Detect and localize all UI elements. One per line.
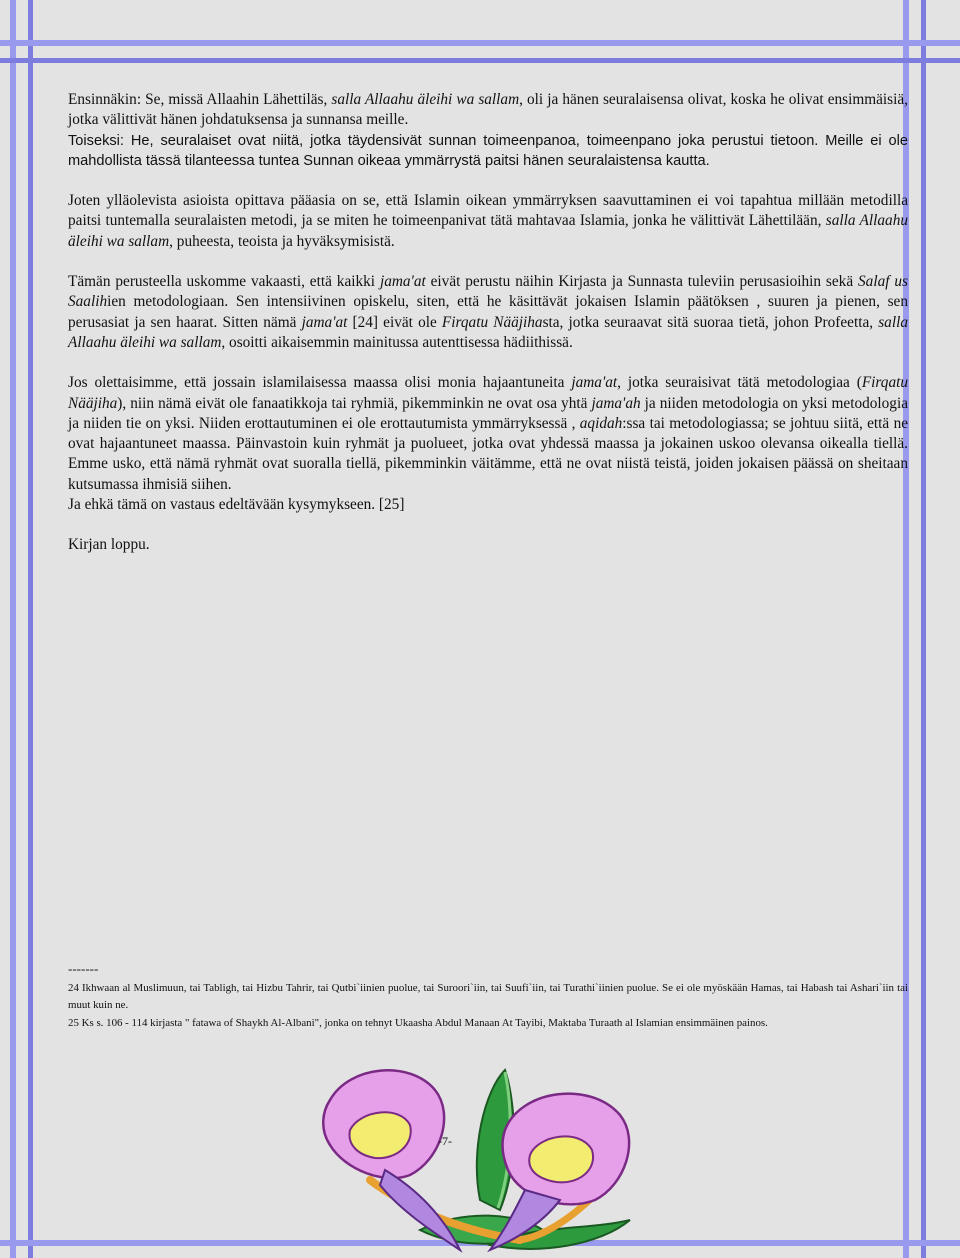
- page-number: -7-: [438, 1134, 452, 1148]
- paragraph-3: [68, 272, 908, 353]
- footnote-24: 24 Ikhwaan al Muslimuun, tai Tabligh, tai Hizbu Tahrir, tai Qutbi`iinien puolue, tai Suroori`iin, tai Suufi`iin, tai Turathi`iinien puolue. Se ei ole myöskään Hamas, tai Habash tai Ashari`iin tai muut kuin ne.: [68, 981, 908, 1011]
- closing-line: Kirjan loppu.: [68, 536, 150, 554]
- document-body: [68, 90, 908, 576]
- flower-left-center: [350, 1112, 411, 1158]
- frame-vertical-left-2: [28, 0, 33, 1258]
- paragraph-1-text-c: Toiseksi: He, seuralaiset ovat niitä, jotka täydensivät sunnan toimeenpanoa, toimeenpano joka perustui tietoon.: [68, 132, 819, 149]
- paragraph-4-text-b: , jotka seuraisivat tätä metodologiaa (: [617, 374, 862, 392]
- footnote-25: 25 Ks s. 106 - 114 kirjasta " fatawa of Shaykh Al-Albani", jonka on tehnyt Ukaasha Abdul Manaan At Tayibi, Maktaba Turaath al Islamian ensimmäinen painos.: [68, 1016, 768, 1029]
- paragraph-3-text-f: , osoitti aikaisemmin mainitussa autenttisessa hädiithissä.: [221, 333, 573, 351]
- paragraph-1-text-b: , oli ja hänen seuralaisensa olivat, koska he olivat ensimmäisiä, jotka välittivät hänen johdatuksensa ja sunnansa meille.: [68, 91, 908, 129]
- term-aqidah: aqidah: [579, 414, 623, 432]
- frame-vertical-right-2: [921, 0, 926, 1258]
- paragraph-3-text-e: sta, jotka seuraavat sitä suoraa tietä, johon Profeetta,: [542, 313, 879, 331]
- paragraph-3-text-a: Tämän perusteella uskomme vakaasti, että kaikki: [68, 273, 380, 291]
- paragraph-3-text-d: [24] eivät ole: [347, 313, 442, 331]
- paragraph-3-text-b: eivät perustu näihin Kirjasta ja Sunnasta tuleviin perusasioihin sekä: [425, 273, 859, 291]
- paragraph-2-text-a: Joten ylläolevista asioista opittava pääasia on se, että Islamin oikean ymmärryksen saavuttaminen ei voi tapahtua millään metodilla paitsi tuntemalla seuralaisten metodi, ja se miten he toimeenpanivat tätä mahtavaa Islamia, jonka he välittivät Lähettilään,: [68, 192, 908, 230]
- footnote-separator: -------: [68, 961, 99, 976]
- flower-right-center: [529, 1136, 593, 1182]
- paragraph-4-text-c: ), niin nämä eivät ole fanaatikkoja tai ryhmiä, pikemminkin ne ovat osa yhtä: [117, 394, 592, 412]
- honorific: salla Allaahu äleihi wa sallam: [331, 91, 520, 108]
- paragraph-4-text-a: Jos olettaisimme, että jossain islamilaisessa maassa olisi monia hajaantuneita: [68, 374, 572, 392]
- term-salaf: Salaf us Saalih: [68, 273, 908, 311]
- frame-horizontal-top-2: [0, 58, 960, 63]
- paragraph-3-text-c: ien metodologiaan. Sen intensiivinen opiskelu, siten, että he käsittävät jokaisen Islamin päätöksen , suuren ja pienen, sen perusasiat ja sen haarat. Sitten nämä: [68, 293, 908, 331]
- flower-left-tube: [380, 1170, 460, 1250]
- honorific: salla Allaahu äleihi wa sallam: [68, 313, 908, 351]
- term-jamaah: jama'ah: [591, 394, 641, 412]
- term-jamaat: jama'at: [379, 273, 426, 291]
- flower-illustration: [290, 1060, 670, 1258]
- paragraph-1: [68, 90, 908, 171]
- term-jamaat: jama'at: [571, 374, 618, 392]
- paragraph-4: [68, 373, 908, 515]
- paragraph-4-text-d: ja niiden metodologia on yksi metodologia ja niiden tie on yksi. Niiden erottautuminen ei ole erottautumista ymmärryksessä ,: [68, 394, 908, 432]
- paragraph-1-text-a: Ensinnäkin: Se, missä Allaahin Lähettiläs,: [68, 91, 332, 108]
- paragraph-2-text-b: , puheesta, teoista ja hyväksymisistä.: [169, 232, 395, 250]
- term-firqatu: Firqatu Nääjiha: [441, 313, 543, 331]
- paragraph-4-text-e: :ssa tai metodologiassa; se johtuu siitä, että ne ovat hajaantuneet maassa. Päinvastoin kuin ryhmät ja puolueet, jotka ovat yhdessä maassa ja jokainen uskoo olevansa oikealla tiellä. Emme usko, että nämä ryhmät ovat suoralla tiellä, pikemminkin väitämme, että ne ovat niistä teistä, joiden jokaisen päässä on sheitaan kutsumassa ihmisiä siihen.: [68, 414, 909, 493]
- frame-horizontal-top-1: [0, 40, 960, 46]
- paragraph-2: [68, 191, 908, 252]
- frame-vertical-left-1: [10, 0, 16, 1258]
- term-jamaat: jama'at: [301, 313, 348, 331]
- footnotes: [68, 960, 908, 1032]
- paragraph-4-text-f: Ja ehkä tämä on vastaus edeltävään kysymykseen. [25]: [68, 496, 405, 514]
- term-firqatu: Firqatu Nääjiha: [68, 374, 908, 412]
- honorific: salla Allaahu äleihi wa sallam: [68, 212, 908, 250]
- paragraph-1-text-d: Meille ei ole mahdollista tässä tilanteessa tuntea Sunnan oikeaa ymmärrystä paitsi hänen seuralaistensa kautta.: [68, 132, 908, 169]
